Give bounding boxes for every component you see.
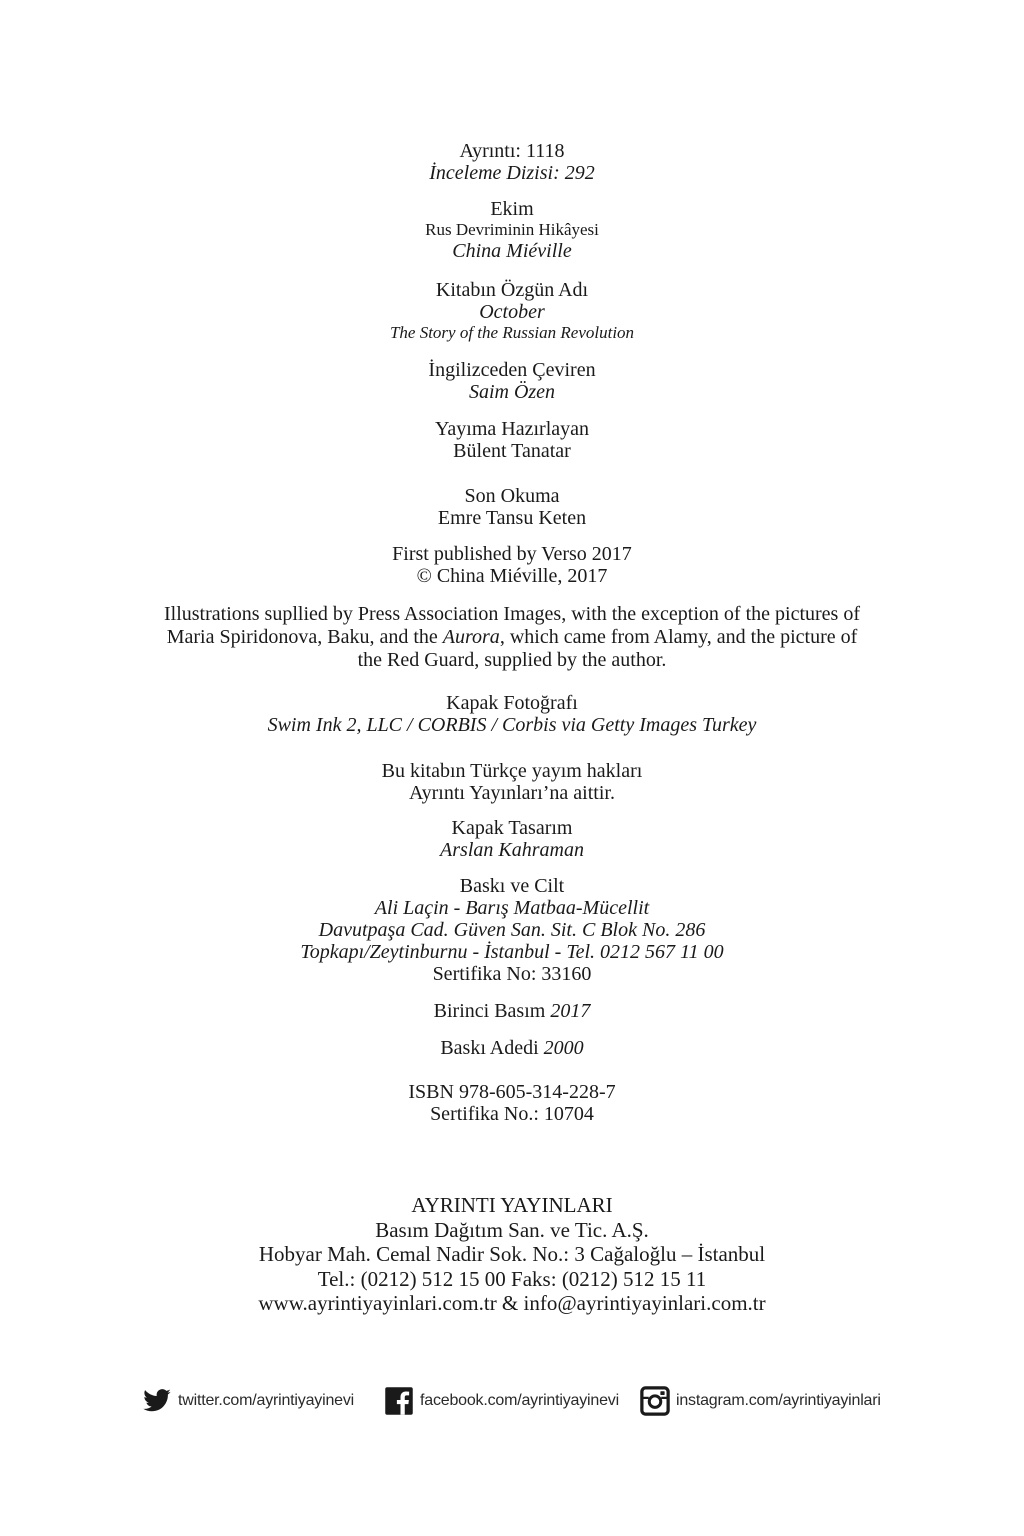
cover-design-block xyxy=(0,817,1024,861)
printer-address: Davutpaşa Cad. Güven San. Sit. C Blok No. 286 xyxy=(318,919,706,941)
first-edition-block xyxy=(0,1000,1024,1022)
first-edition-label: Birinci Basım xyxy=(433,1000,551,1022)
original-title-label: Kitabın Özgün Adı xyxy=(435,279,589,301)
translator-label: İngilizceden Çeviren xyxy=(428,359,596,381)
instagram-icon xyxy=(640,1386,670,1416)
print-run-label: Baskı Adedi xyxy=(440,1037,544,1059)
illustrations-line-3: the Red Guard, supplied by the author. xyxy=(357,649,667,671)
illustrations-line-2 xyxy=(0,626,1024,649)
isbn: ISBN 978-605-314-228-7 xyxy=(408,1081,616,1103)
original-title: October xyxy=(479,301,545,323)
cover-design-name: Arslan Kahraman xyxy=(440,839,584,861)
cover-photo-block xyxy=(0,692,1024,736)
illustrations-text: Maria Spiridonova, Baku, and the xyxy=(166,626,443,648)
isbn-block xyxy=(0,1081,1024,1125)
facebook-url[interactable]: facebook.com/ayrintiyayinevi xyxy=(420,1392,619,1409)
illustrations-text: , which came from Alamy, and the picture of xyxy=(499,626,858,648)
illustrations-italic: Aurora xyxy=(442,626,500,648)
print-run xyxy=(0,1037,1024,1059)
book-author: China Miéville xyxy=(452,240,572,262)
proofreader-label: Son Okuma xyxy=(464,485,560,507)
facebook-icon xyxy=(384,1386,414,1416)
printer-name: Ali Laçin - Barış Matbaa-Mücellit xyxy=(374,897,650,919)
rights-block xyxy=(0,760,1024,804)
illustrations-line-1: Illustrations supllied by Press Association Images, with the exception of the pictures of xyxy=(164,603,860,625)
series-subseries: İnceleme Dizisi: 292 xyxy=(429,162,595,184)
editor-label: Yayıma Hazırlayan xyxy=(434,418,590,440)
twitter-link[interactable] xyxy=(142,1386,354,1416)
cover-photo-credit: Swim Ink 2, LLC / CORBIS / Corbis via Getty Images Turkey xyxy=(267,714,757,736)
copyright: © China Miéville, 2017 xyxy=(416,565,608,587)
publisher-phone: Tel.: (0212) 512 15 00 Faks: (0212) 512 15 11 xyxy=(317,1266,707,1291)
rights-line-1: Bu kitabın Türkçe yayım hakları xyxy=(381,760,643,782)
instagram-url[interactable]: instagram.com/ayrintiyayinlari xyxy=(676,1392,881,1409)
facebook-link[interactable] xyxy=(384,1386,619,1416)
book-block xyxy=(0,198,1024,262)
isbn-certificate: Sertifika No.: 10704 xyxy=(430,1103,594,1125)
publication-block xyxy=(0,543,1024,587)
original-title-block xyxy=(0,279,1024,343)
printer-certificate: Sertifika No: 33160 xyxy=(432,963,592,985)
illustrations-block xyxy=(0,603,1024,672)
publisher-web[interactable]: www.ayrintiyayinlari.com.tr & info@ayrintiyayinlari.com.tr xyxy=(258,1291,766,1315)
series-number: Ayrıntı: 1118 xyxy=(459,140,565,162)
social-links xyxy=(0,1386,1024,1426)
twitter-icon xyxy=(142,1386,172,1416)
translator-block xyxy=(0,359,1024,403)
printer-location: Topkapı/Zeytinburnu - İstanbul - Tel. 0212 567 11 00 xyxy=(300,941,724,963)
printing-block xyxy=(0,875,1024,985)
first-edition-year: 2017 xyxy=(550,1000,591,1022)
twitter-url[interactable]: twitter.com/ayrintiyayinevi xyxy=(178,1392,354,1409)
editor-name: Bülent Tanatar xyxy=(453,440,571,462)
publisher-name: AYRINTI YAYINLARI xyxy=(411,1193,613,1217)
instagram-link[interactable] xyxy=(640,1386,881,1416)
rights-line-2: Ayrıntı Yayınları’na aittir. xyxy=(409,782,615,804)
cover-photo-label: Kapak Fotoğrafı xyxy=(446,692,578,714)
series-block xyxy=(0,140,1024,184)
original-subtitle: The Story of the Russian Revolution xyxy=(389,323,635,342)
print-run-block xyxy=(0,1037,1024,1059)
printing-label: Baskı ve Cilt xyxy=(459,875,565,897)
book-subtitle: Rus Devriminin Hikâyesi xyxy=(425,220,599,239)
publisher-block xyxy=(0,1193,1024,1316)
first-edition xyxy=(0,1000,1024,1022)
publisher-company: Basım Dağıtım San. ve Tic. A.Ş. xyxy=(375,1217,649,1242)
proofreader-name: Emre Tansu Keten xyxy=(437,507,587,529)
cover-design-label: Kapak Tasarım xyxy=(451,817,573,839)
translator-name: Saim Özen xyxy=(468,381,556,403)
editor-block xyxy=(0,418,1024,462)
publisher-address: Hobyar Mah. Cemal Nadir Sok. No.: 3 Cağaloğlu – İstanbul xyxy=(258,1242,766,1266)
proofreader-block xyxy=(0,485,1024,529)
print-run-count: 2000 xyxy=(543,1037,584,1059)
book-title: Ekim xyxy=(490,198,534,220)
first-published: First published by Verso 2017 xyxy=(392,543,632,565)
